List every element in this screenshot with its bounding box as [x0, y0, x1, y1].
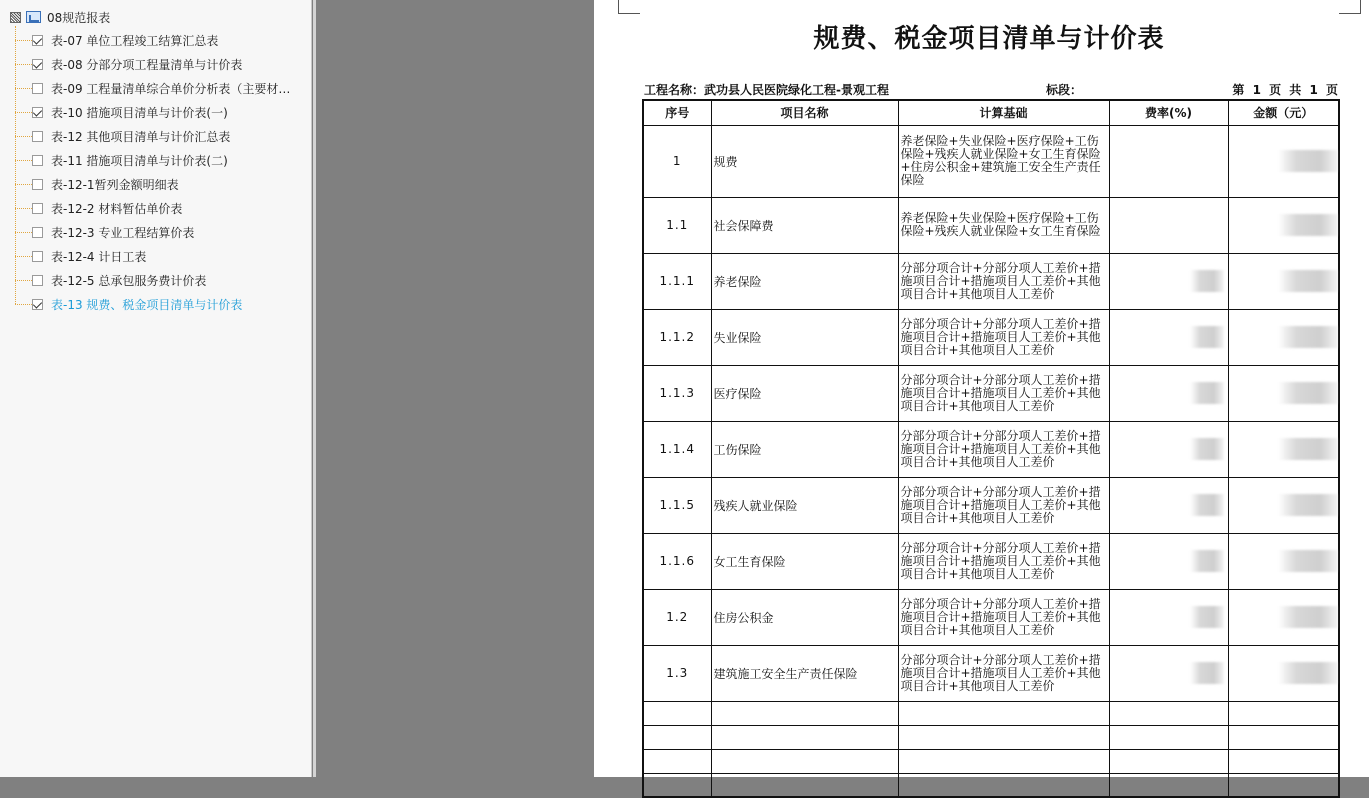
calc-basis: 分部分项合计+分部分项人工差价+措施项目合计+措施项目人工差价+其他项目合计+其他项目人工差价 [898, 589, 1109, 645]
checkbox[interactable] [32, 251, 43, 262]
empty-row [643, 725, 1339, 749]
empty-cell [1109, 725, 1228, 749]
tree-item-label: 表-12-4 计日工表 [51, 249, 147, 264]
empty-cell [898, 725, 1109, 749]
tree-branch-line [15, 280, 32, 281]
table-row [643, 253, 1339, 309]
row-number: 1.1.6 [643, 533, 711, 589]
crop-mark [1339, 0, 1361, 14]
col-header-rate: 费率(%) [1109, 100, 1228, 125]
empty-cell [1228, 749, 1339, 773]
row-number: 1.1.2 [643, 309, 711, 365]
fee-tax-table [642, 99, 1340, 798]
redacted-amount [1278, 326, 1338, 348]
calc-basis: 分部分项合计+分部分项人工差价+措施项目合计+措施项目人工差价+其他项目合计+其他项目人工差价 [898, 365, 1109, 421]
checkbox[interactable] [32, 227, 43, 238]
tree-item[interactable] [15, 151, 228, 169]
report-page [594, 0, 1369, 777]
tree-branch-line [15, 112, 32, 113]
tree-branch-line [15, 88, 32, 89]
empty-cell [643, 725, 711, 749]
redacted-amount [1278, 494, 1338, 516]
tree-branch-line [15, 64, 32, 65]
item-name: 养老保险 [711, 253, 898, 309]
tree-item-selected[interactable] [15, 295, 242, 313]
project-name: 工程名称：武功县人民医院绿化工程-景观工程 [644, 83, 889, 97]
row-number: 1.3 [643, 645, 711, 701]
crop-mark [618, 0, 640, 14]
redacted-rate [1190, 270, 1224, 292]
calc-basis: 养老保险+失业保险+医疗保险+工伤保险+残疾人就业保险+女工生育保险+住房公积金+建筑施工安全生产责任保险 [898, 125, 1109, 197]
redacted-rate [1190, 494, 1224, 516]
row-number: 1.1 [643, 197, 711, 253]
tree-branch-line [15, 304, 32, 305]
checkbox[interactable] [32, 59, 43, 70]
tree-item-label: 表-12-1暂列金额明细表 [51, 177, 179, 192]
section-label: 标段： [1046, 83, 1083, 97]
amount-cell [1228, 253, 1339, 309]
item-name: 建筑施工安全生产责任保险 [711, 645, 898, 701]
empty-cell [643, 749, 711, 773]
rate-cell [1109, 309, 1228, 365]
item-name: 住房公积金 [711, 589, 898, 645]
amount-cell [1228, 197, 1339, 253]
tree-item[interactable] [15, 31, 218, 49]
row-number: 1.1.5 [643, 477, 711, 533]
tree-item-label: 表-13 规费、税金项目清单与计价表 [51, 297, 243, 312]
table-row [643, 309, 1339, 365]
rate-cell [1109, 533, 1228, 589]
tree-item[interactable] [15, 199, 182, 217]
redacted-amount [1278, 438, 1338, 460]
table-row [643, 421, 1339, 477]
checkbox[interactable] [32, 179, 43, 190]
empty-cell [643, 701, 711, 725]
table-row [643, 645, 1339, 701]
amount-cell [1228, 477, 1339, 533]
col-header-name: 项目名称 [711, 100, 898, 125]
amount-cell [1228, 125, 1339, 197]
row-number: 1.2 [643, 589, 711, 645]
table-row [643, 589, 1339, 645]
tree-item[interactable] [15, 127, 230, 145]
tree-branch-line [15, 184, 32, 185]
amount-cell [1228, 589, 1339, 645]
empty-cell [898, 701, 1109, 725]
rate-cell [1109, 421, 1228, 477]
redacted-amount [1278, 662, 1338, 684]
amount-cell [1228, 309, 1339, 365]
tree-item-label: 表-09 工程量清单综合单价分析表（主要材… [51, 81, 291, 96]
tree-item[interactable] [15, 247, 146, 265]
checkbox[interactable] [32, 107, 43, 118]
checkbox[interactable] [32, 155, 43, 166]
redacted-amount [1278, 382, 1338, 404]
amount-cell [1228, 533, 1339, 589]
tree-branch-line [15, 208, 32, 209]
empty-cell [1109, 749, 1228, 773]
row-number: 1.1.1 [643, 253, 711, 309]
item-name: 医疗保险 [711, 365, 898, 421]
redacted-amount [1278, 550, 1338, 572]
redacted-rate [1190, 382, 1224, 404]
tree-branch-line [15, 232, 32, 233]
item-name: 规费 [711, 125, 898, 197]
calc-basis: 分部分项合计+分部分项人工差价+措施项目合计+措施项目人工差价+其他项目合计+其他项目人工差价 [898, 309, 1109, 365]
tree-branch-line [15, 136, 32, 137]
empty-cell [711, 749, 898, 773]
tree-item-label: 表-12-3 专业工程结算价表 [51, 225, 195, 240]
row-number: 1.1.3 [643, 365, 711, 421]
rate-cell [1109, 589, 1228, 645]
rate-cell [1109, 197, 1228, 253]
redacted-rate [1190, 550, 1224, 572]
checkbox[interactable] [32, 131, 43, 142]
tree-item[interactable] [15, 271, 206, 289]
rate-cell [1109, 253, 1228, 309]
empty-cell [898, 749, 1109, 773]
redacted-rate [1190, 438, 1224, 460]
redacted-amount [1278, 214, 1338, 236]
report-tree-panel [0, 0, 312, 777]
row-number: 1.1.4 [643, 421, 711, 477]
col-header-no: 序号 [643, 100, 711, 125]
empty-row [643, 701, 1339, 725]
rate-cell [1109, 645, 1228, 701]
calc-basis: 分部分项合计+分部分项人工差价+措施项目合计+措施项目人工差价+其他项目合计+其他项目人工差价 [898, 477, 1109, 533]
preview-background [313, 0, 593, 777]
rate-cell [1109, 477, 1228, 533]
checkbox[interactable] [32, 83, 43, 94]
item-name: 女工生育保险 [711, 533, 898, 589]
col-header-amount: 金额（元） [1228, 100, 1339, 125]
rate-cell [1109, 365, 1228, 421]
empty-cell [711, 725, 898, 749]
checkbox[interactable] [32, 299, 43, 310]
collapse-toggle-icon[interactable] [10, 12, 21, 23]
redacted-rate [1190, 326, 1224, 348]
tree-item[interactable] [15, 103, 228, 121]
tree-item-label: 表-12 其他项目清单与计价汇总表 [51, 129, 231, 144]
redacted-amount [1278, 150, 1338, 172]
tree-item-label: 表-10 措施项目清单与计价表(一) [51, 105, 228, 120]
redacted-rate [1190, 662, 1224, 684]
amount-cell [1228, 365, 1339, 421]
empty-row [643, 749, 1339, 773]
tree-item-label: 表-08 分部分项工程量清单与计价表 [51, 57, 243, 72]
checkbox[interactable] [32, 275, 43, 286]
item-name: 工伤保险 [711, 421, 898, 477]
folder-open-icon [26, 11, 41, 23]
tree-branch-line [15, 256, 32, 257]
col-header-basis: 计算基础 [898, 100, 1109, 125]
tree-item-label: 表-12-5 总承包服务费计价表 [51, 273, 207, 288]
report-title: 规费、税金项目清单与计价表 [813, 24, 1165, 54]
checkbox[interactable] [32, 35, 43, 46]
tree-item[interactable] [15, 175, 179, 193]
redacted-rate [1190, 606, 1224, 628]
page-indicator: 第 1 页 共 1 页 [1232, 83, 1338, 97]
tree-item[interactable] [15, 79, 290, 97]
calc-basis: 分部分项合计+分部分项人工差价+措施项目合计+措施项目人工差价+其他项目合计+其他项目人工差价 [898, 253, 1109, 309]
empty-cell [1228, 725, 1339, 749]
tree-item[interactable] [15, 55, 242, 73]
row-number: 1 [643, 125, 711, 197]
tree-branch-line [15, 160, 32, 161]
calc-basis: 分部分项合计+分部分项人工差价+措施项目合计+措施项目人工差价+其他项目合计+其他项目人工差价 [898, 421, 1109, 477]
tree-item-label: 表-11 措施项目清单与计价表(二) [51, 153, 228, 168]
table-header-row [643, 100, 1339, 125]
empty-cell [1109, 701, 1228, 725]
tree-item-label: 表-07 单位工程竣工结算汇总表 [51, 33, 219, 48]
amount-cell [1228, 645, 1339, 701]
redacted-amount [1278, 606, 1338, 628]
empty-cell [1228, 701, 1339, 725]
item-name: 社会保障费 [711, 197, 898, 253]
checkbox[interactable] [32, 203, 43, 214]
item-name: 残疾人就业保险 [711, 477, 898, 533]
tree-root[interactable] [10, 9, 110, 25]
calc-basis: 养老保险+失业保险+医疗保险+工伤保险+残疾人就业保险+女工生育保险 [898, 197, 1109, 253]
table-row [643, 197, 1339, 253]
table-row [643, 477, 1339, 533]
calc-basis: 分部分项合计+分部分项人工差价+措施项目合计+措施项目人工差价+其他项目合计+其他项目人工差价 [898, 533, 1109, 589]
redacted-amount [1278, 270, 1338, 292]
table-row [643, 365, 1339, 421]
amount-cell [1228, 421, 1339, 477]
item-name: 失业保险 [711, 309, 898, 365]
empty-cell [711, 701, 898, 725]
table-row [643, 533, 1339, 589]
tree-root-label: 08规范报表 [47, 10, 111, 25]
rate-cell [1109, 125, 1228, 197]
tree-item[interactable] [15, 223, 194, 241]
table-row [643, 125, 1339, 197]
tree-branch-line [15, 40, 32, 41]
tree-item-label: 表-12-2 材料暂估单价表 [51, 201, 183, 216]
calc-basis: 分部分项合计+分部分项人工差价+措施项目合计+措施项目人工差价+其他项目合计+其他项目人工差价 [898, 645, 1109, 701]
